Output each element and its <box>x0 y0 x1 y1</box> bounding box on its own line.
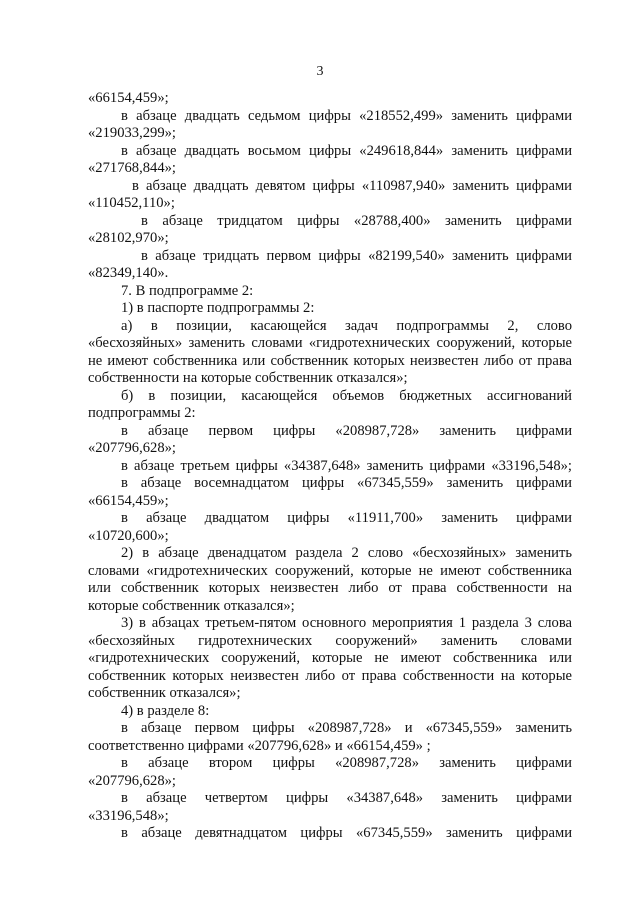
text-line: «219033,299»; <box>88 125 176 141</box>
text-line: 3) в абзацах третьем-пятом основного мероприятия 1 раздела 3 слова <box>121 615 572 631</box>
text-line: или собственник которых неизвестен либо от права собственности на <box>88 580 572 596</box>
text-line: в абзаце первом цифры «208987,728» и «67345,559» заменить <box>121 720 572 736</box>
text-line: «бесхозяйных гидротехнических сооружений» заменить словами <box>88 632 572 649</box>
text-line: которые собственник отказался»; <box>88 597 295 614</box>
text-line: 2) в абзаце двенадцатом раздела 2 слово «бесхозяйных» заменить <box>121 545 572 561</box>
text-line: «82349,140». <box>88 265 169 281</box>
text-line: «66154,459»; <box>88 90 169 106</box>
text-line: «10720,600»; <box>88 527 169 544</box>
text-line: «28102,970»; <box>88 230 169 246</box>
text-line: 4) в разделе 8: <box>121 702 210 719</box>
text-line: в абзаце девятнадцатом цифры «67345,559» заменить цифрами <box>121 825 572 841</box>
text-line: «110452,110»; <box>88 195 175 211</box>
text-line: собственник отказался»; <box>88 685 241 701</box>
page-number: 3 <box>316 64 324 79</box>
text-line: в абзаце тридцатом цифры «28788,400» заменить цифрами <box>141 212 572 229</box>
text-line: в абзаце двадцатом цифры «11911,700» заменить цифрами <box>121 510 572 526</box>
text-line: «бесхозяйных» заменить словами «гидротехнических сооружений, которые <box>88 335 572 351</box>
text-line: в абзаце двадцать девятом цифры «110987,940» заменить цифрами <box>132 177 572 194</box>
text-line: словами «гидротехнических сооружений, которые не имеют собственника <box>88 562 572 579</box>
text-line: в абзаце восемнадцатом цифры «67345,559» заменить цифрами <box>121 475 572 491</box>
text-line: собственник которых неизвестен либо от права собственности на которые <box>88 667 572 684</box>
text-line: «66154,459»; <box>88 492 169 509</box>
text-line: «271768,844»; <box>88 160 176 176</box>
text-line: б) в позиции, касающейся объемов бюджетных ассигнований <box>121 387 572 404</box>
text-line: «гидротехнических сооружений, которые не имеют собственника или <box>88 650 572 666</box>
text-line: в абзаце четвертом цифры «34387,648» заменить цифрами <box>121 790 572 806</box>
text-line: «33196,548»; <box>88 807 169 824</box>
text-line: подпрограммы 2: <box>88 405 196 421</box>
text-line: а) в позиции, касающейся задач подпрограммы 2, слово <box>121 317 572 334</box>
text-line: «207796,628»; <box>88 440 176 456</box>
text-line: соответственно цифрами «207796,628» и «66154,459» ; <box>88 737 431 754</box>
text-line: «207796,628»; <box>88 772 176 789</box>
text-line: 1) в паспорте подпрограммы 2: <box>121 300 315 316</box>
text-line: в абзаце первом цифры «208987,728» заменить цифрами <box>121 422 572 439</box>
document-body <box>88 90 572 843</box>
text-line: в абзаце третьем цифры «34387,648» заменить цифрами «33196,548»; <box>121 457 572 474</box>
text-line: в абзаце двадцать седьмом цифры «218552,499» заменить цифрами <box>121 107 572 124</box>
text-line: в абзаце тридцать первом цифры «82199,540» заменить цифрами <box>141 247 572 264</box>
text-line: в абзаце втором цифры «208987,728» заменить цифрами <box>121 755 572 771</box>
text-line: в абзаце двадцать восьмом цифры «249618,844» заменить цифрами <box>121 142 572 159</box>
text-line: не имеют собственника или собственник которых неизвестен либо от права <box>88 352 572 369</box>
text-line: 7. В подпрограмме 2: <box>121 282 254 299</box>
text-line: собственности на которые собственник отказался»; <box>88 370 408 386</box>
